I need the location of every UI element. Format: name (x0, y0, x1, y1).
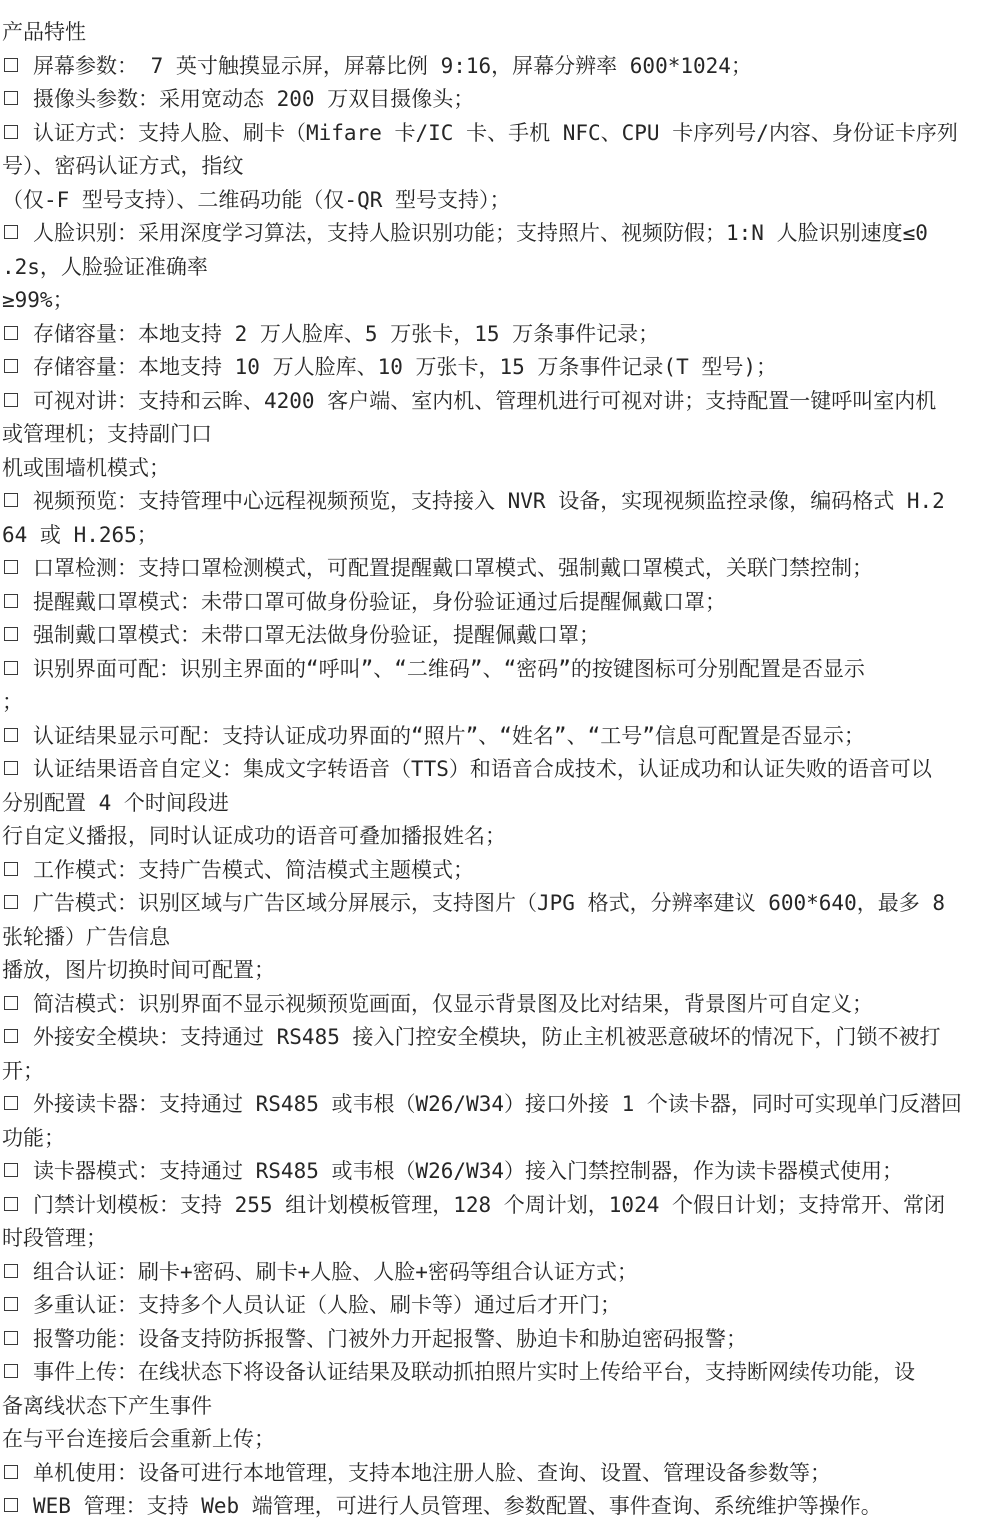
square-outline-icon (4, 58, 18, 72)
feature-text: 多重认证：支持多个人员认证（人脸、刷卡等）通过后才开门； (33, 1293, 621, 1317)
feature-continuation: 开； (2, 1058, 44, 1083)
feature-text: 口罩检测：支持口罩检测模式，可配置提醒戴口罩模式、强制戴口罩模式，关联门禁控制； (33, 556, 873, 580)
feature-text: WEB 管理：支持 Web 端管理，可进行人员管理、参数配置、事件查询、系统维护等操作。 (33, 1494, 882, 1518)
feature-item (2, 351, 986, 385)
feature-text: 广告模式：识别区域与广告区域分屏展示，支持图片（JPG 格式，分辨率建议 600*640，最多 8 (33, 891, 945, 915)
feature-item (2, 485, 986, 519)
feature-continuation: 或管理机；支持副门口 (2, 422, 212, 446)
square-outline-icon (4, 1331, 18, 1345)
feature-item (2, 653, 986, 687)
feature-continuation: 时段管理； (2, 1226, 107, 1250)
square-outline-icon (4, 393, 18, 407)
feature-item (2, 619, 986, 653)
feature-text: 认证结果语音自定义：集成文字转语音（TTS）和语音合成技术，认证成功和认证失败的语音可以 (33, 757, 932, 781)
feature-continuation: 64 或 H.265； (2, 522, 158, 547)
square-outline-icon (4, 1096, 18, 1110)
feature-text: 人脸识别：采用深度学习算法，支持人脸识别功能；支持照片、视频防假；1:N 人脸识别速度≤0 (33, 221, 928, 245)
feature-item (2, 988, 986, 1022)
feature-item (2, 1155, 986, 1189)
square-outline-icon (4, 1465, 18, 1479)
feature-text: 摄像头参数：采用宽动态 200 万双目摄像头； (33, 87, 475, 111)
square-outline-icon (4, 761, 18, 775)
feature-item (2, 1088, 986, 1122)
feature-text: 组合认证：刷卡+密码、刷卡+人脸、人脸+密码等组合认证方式； (33, 1259, 638, 1284)
feature-text: 视频预览：支持管理中心远程视频预览，支持接入 NVR 设备，实现视频监控录像，编码格式 H.2 (33, 489, 945, 513)
square-outline-icon (4, 1498, 18, 1512)
feature-text: 外接读卡器：支持通过 RS485 或韦根（W26/W34）接口外接 1 个读卡器，同时可实现单门反潜回 (33, 1092, 962, 1116)
feature-text: 门禁计划模板：支持 255 组计划模板管理，128 个周计划，1024 个假日计划；支持常开、常闭 (33, 1192, 945, 1217)
feature-continuation: ≥99%； (2, 288, 74, 312)
square-outline-icon (4, 1364, 18, 1378)
feature-continuation: 分别配置 4 个时间段进 (2, 790, 229, 815)
feature-item (2, 1457, 986, 1491)
feature-item (2, 83, 986, 117)
feature-item (2, 1256, 986, 1290)
square-outline-icon (4, 996, 18, 1010)
square-outline-icon (4, 862, 18, 876)
feature-continuation: 播放，图片切换时间可配置； (2, 958, 275, 982)
square-outline-icon (4, 91, 18, 105)
feature-item (2, 586, 986, 620)
square-outline-icon (4, 1297, 18, 1311)
feature-continuation: 号）、密码认证方式，指纹 (2, 154, 244, 178)
feature-text: 报警功能：设备支持防拆报警、门被外力开起报警、胁迫卡和胁迫密码报警； (33, 1326, 747, 1351)
square-outline-icon (4, 728, 18, 742)
square-outline-icon (4, 1163, 18, 1177)
feature-text: 存储容量：本地支持 10 万人脸库、10 万张卡，15 万条事件记录(T 型号)； (33, 355, 778, 379)
square-outline-icon (4, 326, 18, 340)
feature-text: 提醒戴口罩模式：未带口罩可做身份验证，身份验证通过后提醒佩戴口罩； (33, 589, 726, 614)
feature-text: 工作模式：支持广告模式、简洁模式主题模式； (33, 857, 474, 882)
square-outline-icon (4, 560, 18, 574)
feature-text: 认证结果显示可配：支持认证成功界面的“照片”、“姓名”、“工号”信息可配置是否显示； (33, 723, 865, 748)
feature-item (2, 217, 986, 251)
feature-item (2, 1323, 986, 1357)
feature-text: 读卡器模式：支持通过 RS485 或韦根（W26/W34）接入门禁控制器，作为读卡器模式使用； (33, 1159, 903, 1183)
feature-text: 外接安全模块：支持通过 RS485 接入门控安全模块，防止主机被恶意破坏的情况下，门锁不被打 (33, 1025, 941, 1049)
feature-continuation: 功能； (2, 1125, 65, 1150)
square-outline-icon (4, 1029, 18, 1043)
square-outline-icon (4, 661, 18, 675)
feature-continuation: 行自定义播报，同时认证成功的语音可叠加播报姓名； (2, 824, 506, 848)
feature-item (2, 1021, 986, 1055)
feature-item (2, 552, 986, 586)
square-outline-icon (4, 125, 18, 139)
feature-item (2, 1356, 986, 1390)
feature-text: 屏幕参数： 7 英寸触摸显示屏，屏幕比例 9:16，屏幕分辨率 600*1024； (33, 53, 752, 78)
square-outline-icon (4, 1197, 18, 1211)
square-outline-icon (4, 627, 18, 641)
feature-continuation: 在与平台连接后会重新上传； (2, 1427, 275, 1451)
feature-item (2, 1189, 986, 1223)
square-outline-icon (4, 895, 18, 909)
feature-item (2, 385, 986, 419)
feature-item (2, 1289, 986, 1323)
feature-continuation: 机或围墙机模式； (2, 455, 170, 480)
square-outline-icon (4, 493, 18, 507)
feature-text: 强制戴口罩模式：未带口罩无法做身份验证，提醒佩戴口罩； (33, 623, 600, 647)
feature-continuation: 备离线状态下产生事件 (2, 1393, 212, 1418)
square-outline-icon (4, 225, 18, 239)
square-outline-icon (4, 359, 18, 373)
feature-item (2, 1490, 986, 1524)
square-outline-icon (4, 1264, 18, 1278)
feature-text: 识别界面可配：识别主界面的“呼叫”、“二维码”、“密码”的按键图标可分别配置是否显示 (33, 656, 865, 681)
square-outline-icon (4, 594, 18, 608)
feature-text: 事件上传：在线状态下将设备认证结果及联动抓拍照片实时上传给平台，支持断网续传功能，设 (33, 1360, 915, 1384)
feature-item (2, 117, 986, 151)
feature-continuation: ； (2, 690, 23, 714)
feature-continuation: 张轮播）广告信息 (2, 924, 170, 949)
section-title: 产品特性 (2, 20, 86, 44)
feature-text: 单机使用：设备可进行本地管理，支持本地注册人脸、查询、设置、管理设备参数等； (33, 1460, 831, 1485)
feature-continuation: .2s，人脸验证准确率 (2, 254, 208, 279)
feature-item (2, 887, 986, 921)
feature-text: 存储容量：本地支持 2 万人脸库、5 万张卡，15 万条事件记录； (33, 321, 660, 346)
feature-continuation: （仅-F 型号支持）、二维码功能（仅-QR 型号支持）； (2, 187, 511, 212)
feature-item (2, 854, 986, 888)
feature-text: 认证方式：支持人脸、刷卡（Mifare 卡/IC 卡、手机 NFC、CPU 卡序列号/内容、身份证卡序列 (33, 120, 958, 145)
feature-item (2, 318, 986, 352)
feature-item (2, 720, 986, 754)
feature-item (2, 753, 986, 787)
feature-text: 简洁模式：识别界面不显示视频预览画面，仅显示背景图及比对结果，背景图片可自定义； (33, 991, 873, 1016)
feature-text: 可视对讲：支持和云眸、4200 客户端、室内机、管理机进行可视对讲；支持配置一键呼叫室内机 (33, 388, 937, 413)
feature-item (2, 50, 986, 84)
